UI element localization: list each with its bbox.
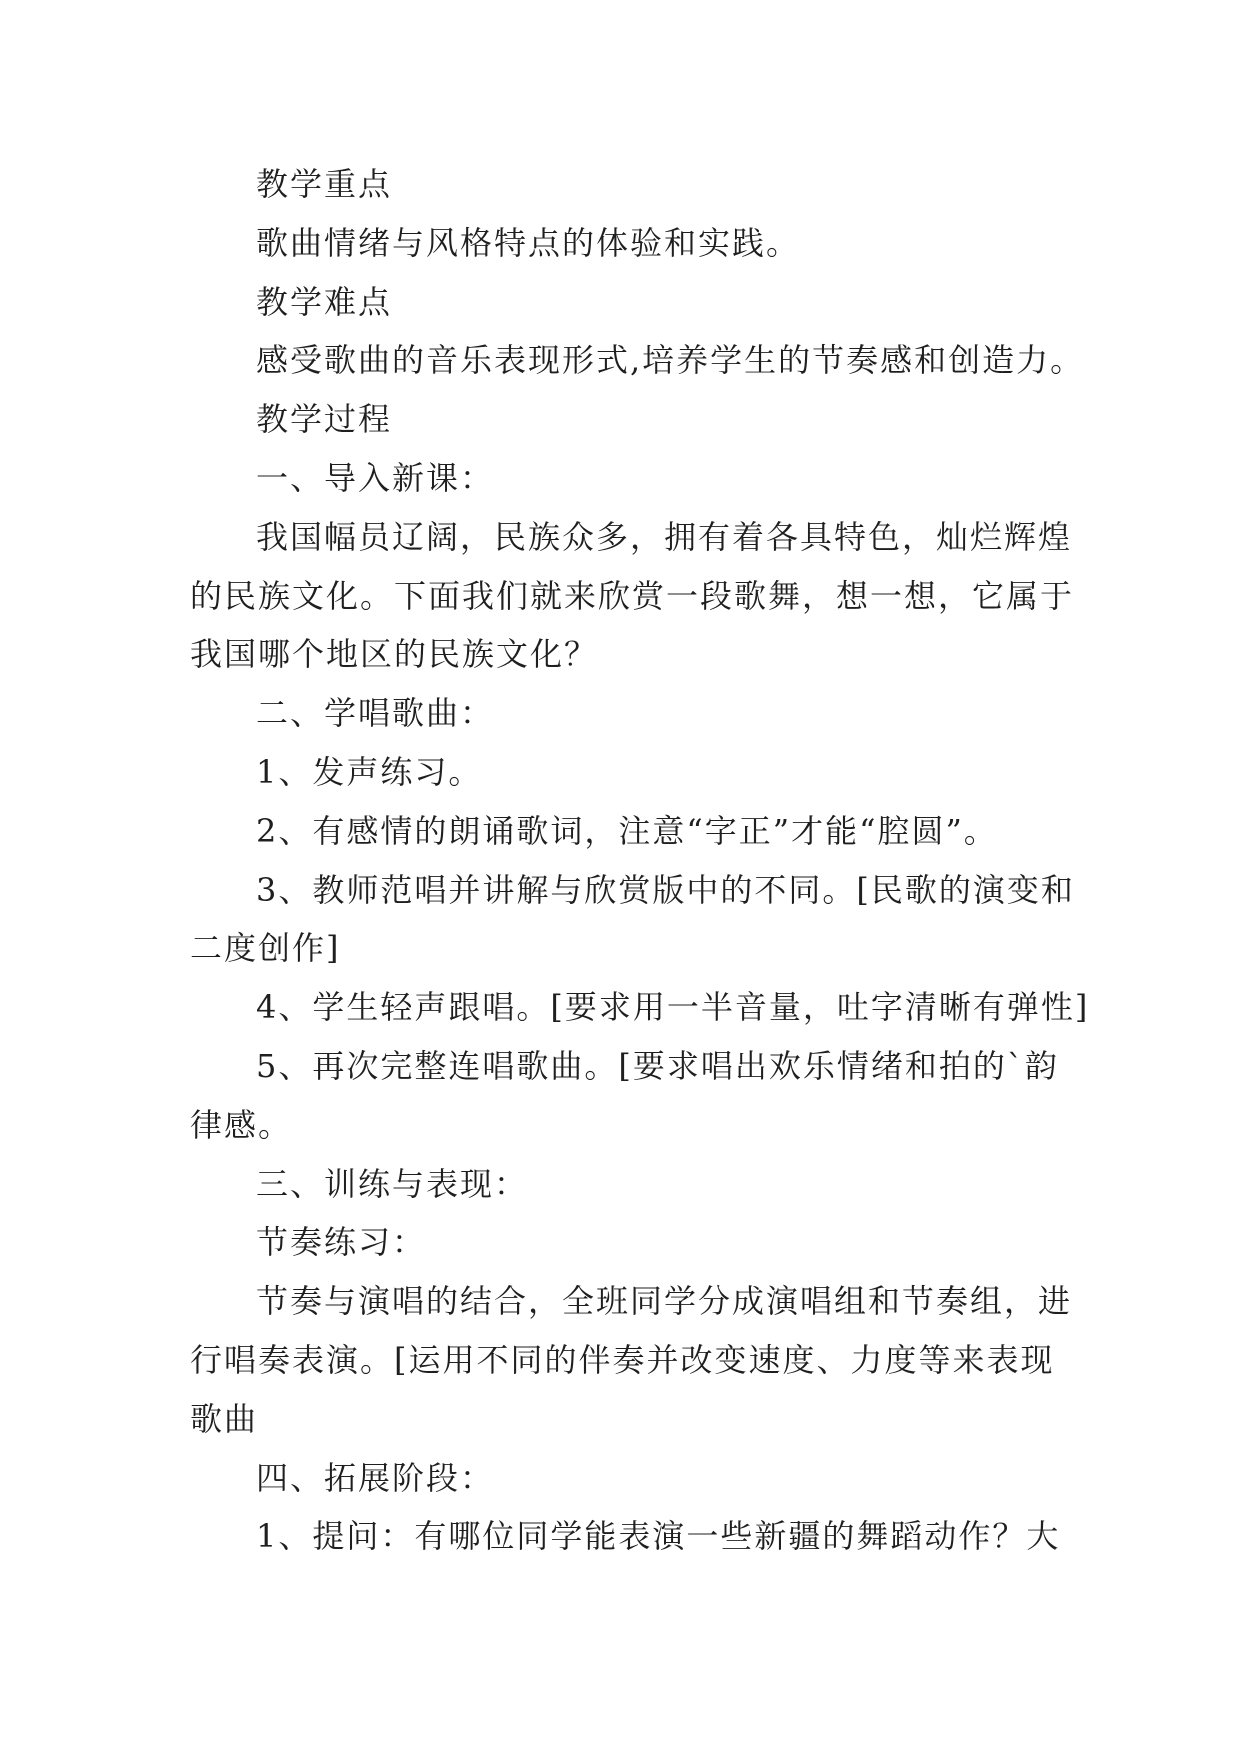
paragraph-line: 歌曲情绪与风格特点的体验和实践。 (256, 223, 801, 262)
section-heading-learn-song: 二、学唱歌曲： (256, 694, 495, 733)
subheading-rhythm-practice: 节奏练习： (256, 1223, 427, 1262)
section-heading-training: 三、训练与表现： (256, 1164, 529, 1203)
section-heading-extension: 四、拓展阶段： (256, 1458, 495, 1497)
heading-teaching-focus: 教学重点 (256, 165, 393, 203)
list-item: 4、学生轻声跟唱。[要求用一半音量，吐字清晰有弹性] (256, 988, 1090, 1027)
paragraph-line: 节奏与演唱的结合，全班同学分成演唱组和节奏组，进 (256, 1282, 1073, 1321)
paragraph-line: 歌曲 (190, 1399, 259, 1438)
list-item: 3、教师范唱并讲解与欣赏版中的不同。[民歌的演变和 (256, 870, 1075, 909)
list-item: 1、发声练习。 (256, 752, 483, 791)
list-item: 1、提问：有哪位同学能表演一些新疆的舞蹈动作？大 (256, 1517, 1061, 1556)
heading-teaching-process: 教学过程 (256, 400, 393, 439)
paragraph-line: 行唱奏表演。[运用不同的伴奏并改变速度、力度等来表现 (190, 1340, 1055, 1379)
list-item: 2、有感情的朗诵歌词，注意“字正”才能“腔圆”。 (256, 811, 998, 850)
document-body (190, 155, 1090, 1566)
list-item: 5、再次完整连唱歌曲。[要求唱出欢乐情绪和拍的`韵 (256, 1046, 1059, 1085)
section-heading-intro: 一、导入新课： (256, 458, 495, 497)
list-item-continuation: 律感。 (190, 1105, 293, 1144)
paragraph-line: 我国幅员辽阔，民族众多，拥有着各具特色，灿烂辉煌 (256, 517, 1073, 556)
paragraph-line: 我国哪个地区的民族文化？ (190, 635, 599, 674)
list-item-continuation: 二度创作] (190, 929, 341, 968)
paragraph-line: 感受歌曲的音乐表现形式,培养学生的节奏感和创造力。 (256, 341, 1085, 380)
heading-teaching-difficulty: 教学难点 (256, 282, 393, 321)
paragraph-line: 的民族文化。下面我们就来欣赏一段歌舞，想一想，它属于 (190, 576, 1075, 615)
